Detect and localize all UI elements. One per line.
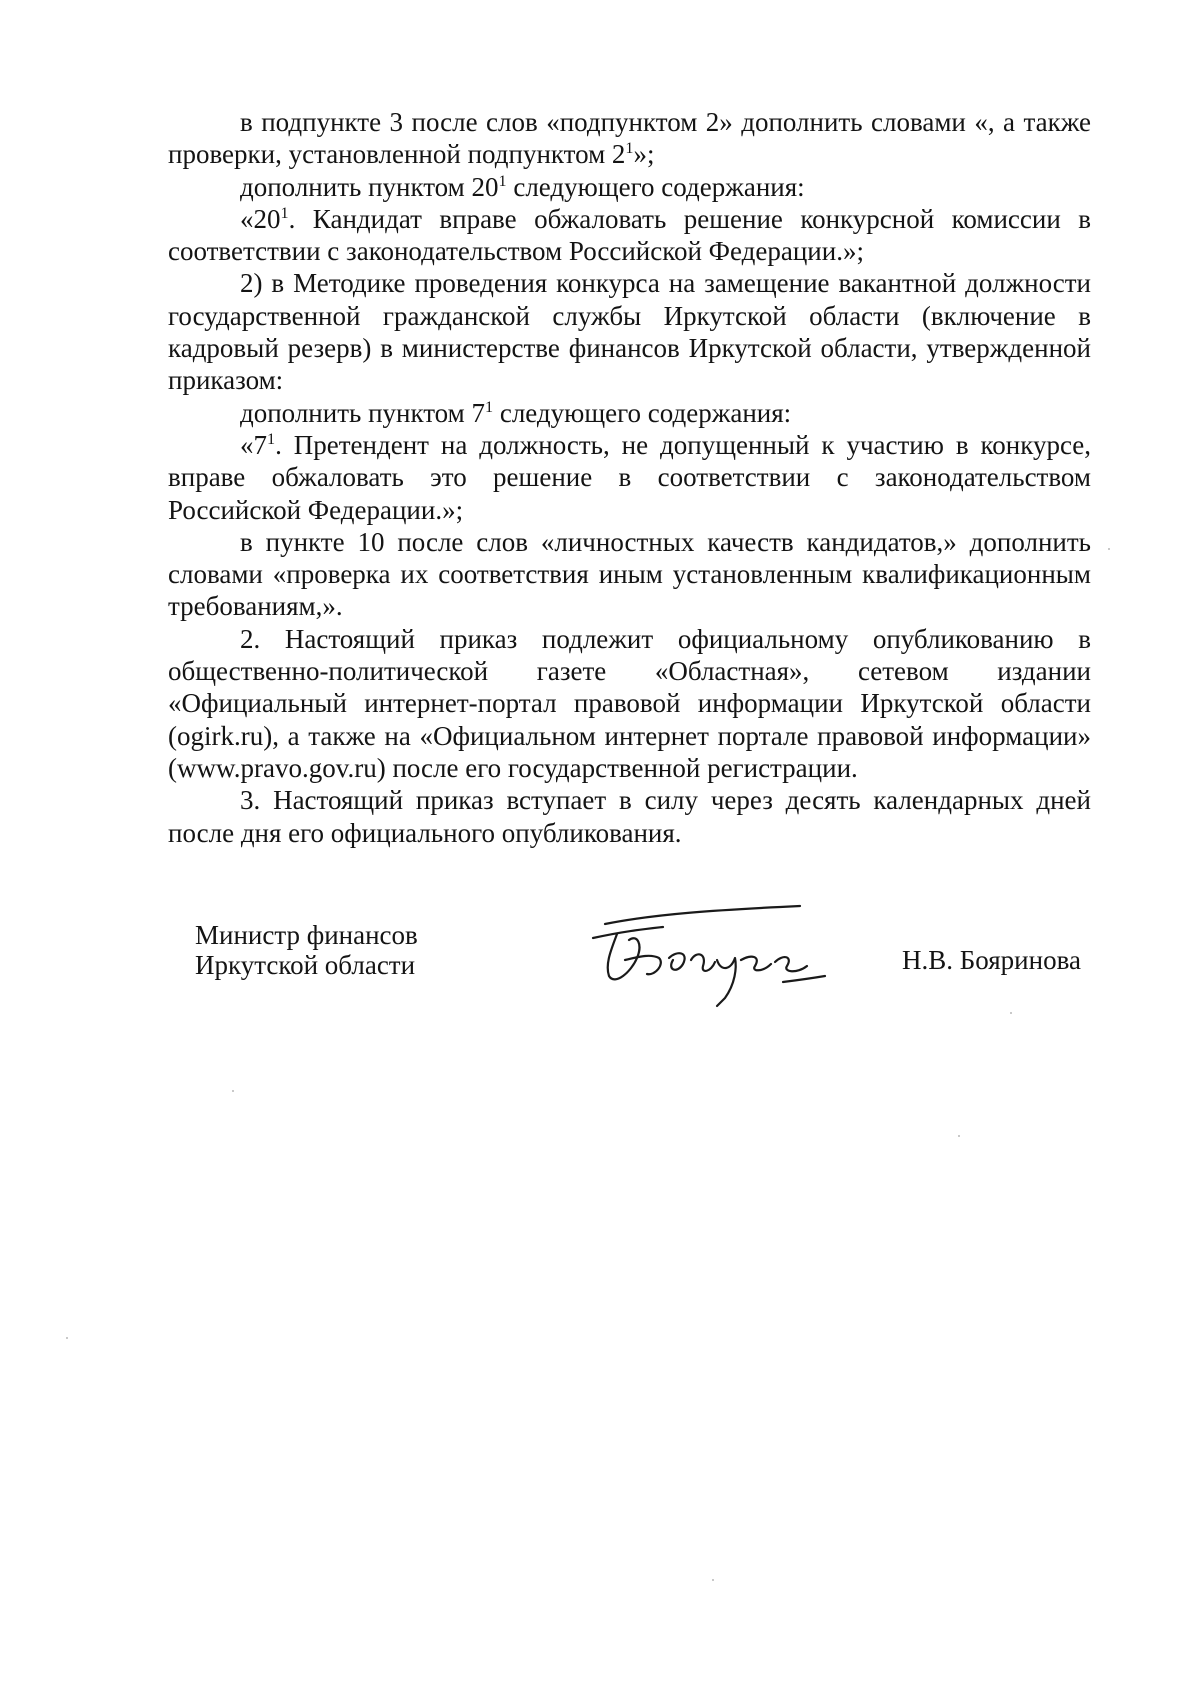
paragraph-4: 2) в Методике проведения конкурса на замещение вакантной должности государственной гражданской службы Иркутской области (включение в кадровый резерв) в министерстве финансов Иркутской области, утвержденной приказом: xyxy=(168,268,1091,396)
paragraph-6: «$7^1$. Претендент на должность, не допущенный к участию в конкурсе, вправе обжаловать это решение в соответствии с законодательством Российской Федерации.»; xyxy=(168,429,1091,525)
handwritten-signature xyxy=(585,898,845,1008)
superscript: 1 xyxy=(498,171,507,190)
paragraph-5: дополнить пунктом $7^1$ следующего содержания: xyxy=(240,397,792,428)
scan-speck xyxy=(712,1579,714,1581)
scan-speck xyxy=(1010,1012,1012,1014)
position-line-1: Министр финансов xyxy=(195,920,418,950)
signatory-position xyxy=(195,920,418,980)
superscript: 1 xyxy=(485,397,494,416)
superscript: 1 xyxy=(267,429,276,448)
superscript: 1 xyxy=(625,139,634,158)
document-body xyxy=(168,106,1091,849)
scan-speck xyxy=(958,1135,960,1137)
paragraph-1: в подпункте 3 после слов «подпунктом 2» дополнить словами «, а также проверки, установленной подпунктом $2^1$»; xyxy=(168,107,1091,170)
paragraph-2: дополнить пунктом $20^1$ следующего содержания: xyxy=(240,171,805,202)
superscript: 1 xyxy=(280,203,289,222)
paragraph-8: 2. Настоящий приказ подлежит официальному опубликованию в общественно-политической газете «Областная», сетевом издании «Официальный интернет-портал правовой информации Иркутской области (ogirk.ru), а также на «Официальном интернет портале правовой информации» (www.pravo.gov.ru) после его государственной регистрации. xyxy=(168,623,1091,783)
scan-speck xyxy=(1108,548,1110,550)
paragraph-9: 3. Настоящий приказ вступает в силу через десять календарных дней после дня его официального опубликования. xyxy=(168,785,1091,848)
paragraph-7: в пункте 10 после слов «личностных качеств кандидатов,» дополнить словами «проверка их соответствия иным установленным квалификационным требованиям,». xyxy=(168,526,1091,622)
scan-speck xyxy=(232,1090,234,1092)
position-line-2: Иркутской области xyxy=(195,950,416,980)
scan-speck xyxy=(66,1337,68,1339)
paragraph-3: «$20^1$. Кандидат вправе обжаловать решение конкурсной комиссии в соответствии с законодательством Российской Федерации.»; xyxy=(168,203,1091,267)
signatory-name: Н.В. Бояринова xyxy=(902,945,1081,975)
